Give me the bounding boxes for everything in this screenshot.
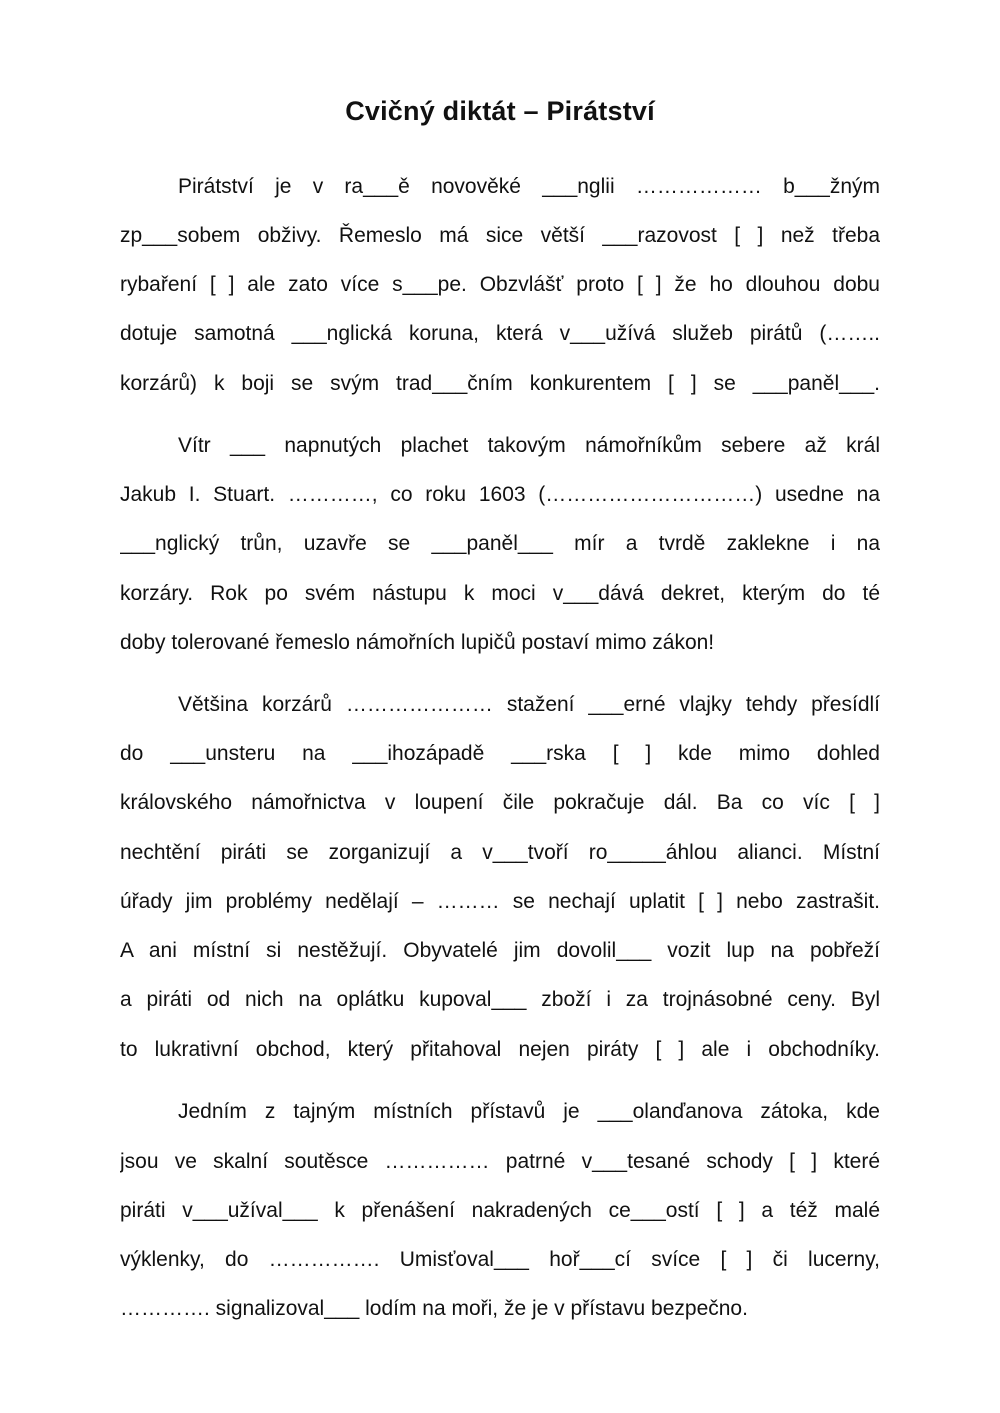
paragraph-line: jsou ve skalní soutěsce …………… patrné v___tesané schody [ ] které (120, 1150, 880, 1173)
page-title: Cvičný diktát – Pirátství (345, 96, 655, 126)
paragraph-line: královského námořnictva v loupení čile pokračuje dál. Ba co víc [ ] (120, 791, 880, 814)
paragraph-line: piráti v___užíval___ k přenášení nakradených ce___ostí [ ] a též malé (120, 1199, 880, 1222)
paragraph-line: korzáry. Rok po svém nástupu k moci v___dává dekret, kterým do té (120, 582, 880, 605)
paragraph-line: Pirátství je v ra___ě novověké ___nglii ……………… b___žným (178, 175, 880, 198)
paragraph-line: do ___unsteru na ___ihozápadě ___rska [ ] kde mimo dohled (120, 742, 880, 765)
paragraph-line: dotuje samotná ___nglická koruna, která v___užívá služeb pirátů (…….. (120, 322, 880, 345)
paragraph-line: ___nglický trůn, uzavře se ___paněl___ mír a tvrdě zaklekne i na (120, 532, 880, 555)
paragraph-line: a piráti od nich na oplátku kupoval___ zboží i za trojnásobné ceny. Byl (120, 988, 880, 1011)
paragraph-line: Jakub I. Stuart. …………, co roku 1603 (…………………………) usedne na (120, 483, 880, 506)
paragraph-line: korzárů) k boji se svým trad___čním konkurentem [ ] se ___paněl___. (120, 372, 880, 395)
paragraph-line: nechtění piráti se zorganizují a v___tvoří ro_____áhlou alianci. Místní (120, 841, 880, 864)
paragraph-line: …………. signalizoval___ lodím na moři, že je v přístavu bezpečno. (120, 1297, 748, 1320)
paragraph-line: zp___sobem obživy. Řemeslo má sice větší ___razovost [ ] než třeba (120, 224, 880, 247)
paragraph-line: úřady jim problémy nedělají – ……… se nechají uplatit [ ] nebo zastrašit. (120, 890, 880, 913)
paragraph-line: doby tolerované řemeslo námořních lupičů postaví mimo zákon! (120, 631, 715, 654)
paragraph-line: výklenky, do ……………. Umisťoval___ hoř___cí svíce [ ] či lucerny, (120, 1248, 880, 1271)
paragraph-line: rybaření [ ] ale zato více s___pe. Obzvlášť proto [ ] že ho dlouhou dobu (120, 273, 880, 296)
paragraph-line: A ani místní si nestěžují. Obyvatelé jim dovolil___ vozit lup na pobřeží (120, 939, 880, 962)
paragraph-line: Jedním z tajným místních přístavů je ___olanďanova zátoka, kde (178, 1100, 880, 1123)
paragraph-line: Většina korzárů ………………… stažení ___erné vlajky tehdy přesídlí (178, 693, 880, 716)
paragraph-line: Vítr ___ napnutých plachet takovým námořníkům sebere až král (178, 434, 880, 457)
paragraph-line: to lukrativní obchod, který přitahoval nejen piráty [ ] ale i obchodníky. (120, 1038, 880, 1061)
